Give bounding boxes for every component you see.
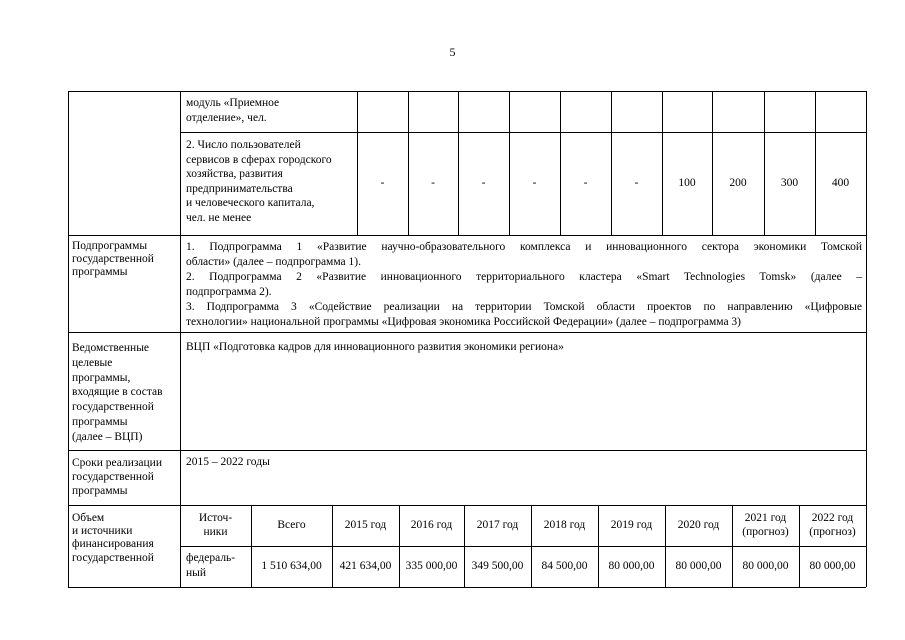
indicator-row2-text-line: и человеческого капитала, (186, 197, 315, 210)
terms-value: 2015 – 2022 годы (186, 456, 270, 468)
subprograms-list-line: 2. Подпрограмма 2 «Развитие инновационного территориального кластера «Smart Technologies Tomsk» (далее – (186, 270, 862, 283)
finance-row-source-line: федераль- (186, 552, 236, 564)
indicator-value-cell: 200 (729, 176, 747, 189)
indicator-value-cell: - (583, 176, 588, 189)
indicator-value-cell: 100 (678, 176, 696, 189)
subprograms-list-line: подпрограмма 2). (186, 285, 272, 298)
finance-label-line: финансирования (72, 538, 154, 551)
finance-label (72, 512, 178, 565)
finance-row-source (186, 551, 250, 580)
finance-row-source-line: ный (186, 566, 207, 579)
subprograms-label (72, 240, 178, 280)
vcp-label-line: программы (72, 415, 128, 428)
finance-header-year-line: 2015 год (344, 518, 387, 531)
indicator-value-cell: - (481, 176, 486, 189)
finance-label-line: Объем (72, 512, 105, 524)
terms-label-line: государственной (72, 471, 154, 483)
row-border-1 (68, 235, 866, 236)
subprograms-list-line: 1. Подпрограмма 1 «Развитие научно-образовательного комплекса и инновационного сектора экономики Томской (186, 241, 862, 253)
subprograms-list (186, 240, 862, 329)
finance-header-year-line: 2016 год (410, 518, 453, 531)
row-border-2 (68, 332, 866, 333)
finance-value-cell: 80 000,00 (675, 559, 722, 572)
vcp-label-line: государственной (72, 401, 154, 414)
subprograms-list-line: области» (далее – подпрограмма 1). (186, 255, 361, 268)
finance-value-cell: 80 000,00 (809, 559, 856, 572)
vcp-label-line: (далее – ВЦП) (72, 430, 143, 443)
indicator-row2-text-line: сервисов в сферах городского (186, 153, 332, 166)
finance-header-year-line: (прогноз) (742, 525, 789, 538)
subprograms-list-line: 3. Подпрограмма 3 «Содействие реализации на территории Томской области проектов по направлению «Цифровые (186, 300, 862, 313)
table-right-border (866, 91, 867, 587)
finance-header-source-line: Источ- (198, 512, 233, 524)
indicator-value-cell: 300 (780, 176, 799, 189)
finance-header-year-line: 2020 год (677, 518, 720, 531)
indicator-row1-text-line: отделение», чел. (186, 112, 267, 124)
page-number: 5 (449, 45, 456, 59)
finance-header-year (732, 505, 799, 546)
finance-header-year (251, 505, 332, 546)
indicator-row1-text-line: модуль «Приемное (186, 97, 280, 109)
terms-label-line: программы (72, 485, 128, 497)
indicator-row2-text-line: чел. не менее (186, 211, 252, 224)
finance-header-year (531, 505, 598, 546)
vcp-label-line: целевые (72, 356, 113, 369)
finance-label-line: и источники (72, 525, 133, 538)
indicator-value-cell: - (634, 176, 639, 189)
finance-header-year-line: Всего (277, 518, 306, 531)
indicator-value-cell: - (380, 176, 385, 189)
finance-header-year (799, 505, 866, 546)
row-border-5 (68, 587, 866, 588)
subprograms-label-line: программы (72, 266, 128, 279)
finance-value-cell: 421 634,00 (339, 559, 392, 572)
finance-value-cell: 84 500,00 (541, 559, 588, 572)
finance-header-year (399, 505, 464, 546)
finance-header-year-line: 2019 год (610, 518, 653, 531)
indicator-value-cell: 400 (831, 176, 850, 189)
finance-header-year (665, 505, 732, 546)
vcp-label-line: входящие в состав (72, 386, 163, 399)
indicator-value-cell: - (431, 176, 435, 189)
vcp-label-line: программы, (72, 371, 131, 384)
table-left-border (68, 91, 69, 587)
finance-value-cell: 80 000,00 (608, 559, 655, 572)
row-border-0 (68, 91, 866, 92)
indicator-row2-text-line: предпринимательства (186, 182, 293, 195)
terms-label-line: Сроки реализации (72, 457, 162, 469)
indicator-row2-text (186, 138, 354, 226)
subprograms-list-line: технологии» национальной программы «Цифровая экономика Российской Федерации» (далее – подпрограмма 3) (186, 315, 742, 328)
finance-header-year-line: 2021 год (744, 512, 787, 524)
indicator-row2-text-line: 2. Число пользователей (186, 139, 301, 151)
finance-header-source-line: ники (203, 525, 228, 538)
finance-value-cell: 349 500,00 (471, 559, 524, 572)
finance-value-cell: 1 510 634,00 (261, 559, 322, 572)
finance-header-year-line: (прогноз) (809, 525, 856, 538)
terms-label (72, 456, 178, 498)
finance-header-year (598, 505, 665, 546)
finance-header-year (464, 505, 531, 546)
vcp-label (72, 341, 178, 445)
finance-value-cell: 80 000,00 (742, 559, 789, 572)
finance-header-year-line: 2022 год (811, 512, 854, 524)
indicator-row2-text-line: хозяйства, развития (186, 168, 283, 181)
subprograms-label-line: государственной (72, 253, 154, 266)
finance-header-year-line: 2018 год (543, 518, 586, 531)
finance-header-year (332, 505, 399, 546)
finance-value-cell: 335 000,00 (405, 559, 458, 572)
vcp-value: ВЦП «Подготовка кадров для инновационного развития экономики региона» (186, 341, 564, 353)
indicator-row1-text (186, 96, 354, 126)
finance-label-line: государственной (72, 551, 154, 564)
vcp-label-line: Ведомственные (72, 342, 150, 354)
finance-header-source (180, 505, 251, 546)
finance-header-year-line: 2017 год (476, 518, 519, 531)
subprograms-label-line: Подпрограммы (72, 240, 148, 252)
indicator-value-cell: - (532, 176, 537, 189)
row-border-3 (68, 450, 866, 451)
